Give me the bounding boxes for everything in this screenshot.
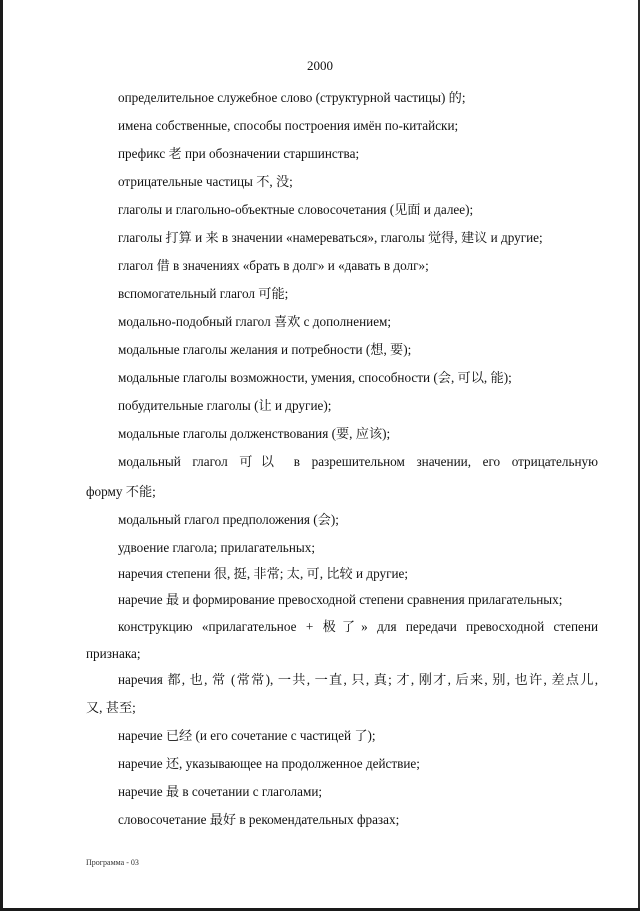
list-item: удвоение глагола; прилагательных;: [118, 540, 315, 555]
list-item: модальный глагол 可以 в разрешительном значении, его отрицательную: [118, 454, 598, 469]
list-item: наречие 已经 (и его сочетание с частицей 了);: [118, 728, 376, 743]
list-item: вспомогательный глагол 可能;: [118, 286, 289, 301]
scan-edge-left: [0, 0, 3, 911]
list-item: наречие 最 и формирование превосходной степени сравнения прилагательных;: [118, 592, 563, 607]
list-item: глаголы и глагольно-объектные словосочетания (见面 и далее);: [118, 202, 474, 217]
list-item: побудительные глаголы (让 и другие);: [118, 398, 332, 413]
list-item: модальные глаголы долженствования (要, 应该);: [118, 426, 391, 441]
list-item: отрицательные частицы 不, 没;: [118, 174, 293, 189]
page-footer: Программа - 03: [86, 858, 139, 867]
page-number: 2000: [307, 58, 333, 73]
list-item: конструкцию «прилагательное + 极了» для передачи превосходной степени: [118, 619, 598, 634]
list-item: наречия 都, 也, 常 (常常), 一共, 一直, 只, 真; 才, 刚才, 后来, 别, 也许, 差点儿,: [118, 672, 598, 687]
list-item: наречие 还, указывающее на продолженное действие;: [118, 756, 420, 771]
list-item: модальные глаголы желания и потребности (想, 要);: [118, 342, 412, 357]
list-item: модально-подобный глагол 喜欢 с дополнением;: [118, 314, 392, 329]
list-item: определительное служебное слово (структурной частицы) 的;: [118, 90, 466, 105]
list-item: префикс 老 при обозначении старшинства;: [118, 146, 360, 161]
list-item: наречия степени 很, 挺, 非常; 太, 可, 比较 и другие;: [118, 566, 409, 581]
list-item: словосочетание 最好 в рекомендательных фразах;: [118, 812, 400, 827]
list-item-continuation: 又, 甚至;: [86, 700, 136, 715]
list-item: имена собственные, способы построения имён по-китайски;: [118, 118, 459, 133]
list-item: модальные глаголы возможности, умения, способности (会, 可以, 能);: [118, 370, 512, 385]
list-item: глаголы 打算 и 来 в значении «намереваться», глаголы 觉得, 建议 и другие;: [118, 230, 543, 245]
list-item-continuation: форму 不能;: [86, 484, 156, 499]
list-item-continuation: признака;: [86, 646, 141, 661]
list-item: наречие 最 в сочетании с глаголами;: [118, 784, 323, 799]
list-item: модальный глагол предположения (会);: [118, 512, 339, 527]
list-item: глагол 借 в значениях «брать в долг» и «давать в долг»;: [118, 258, 429, 273]
